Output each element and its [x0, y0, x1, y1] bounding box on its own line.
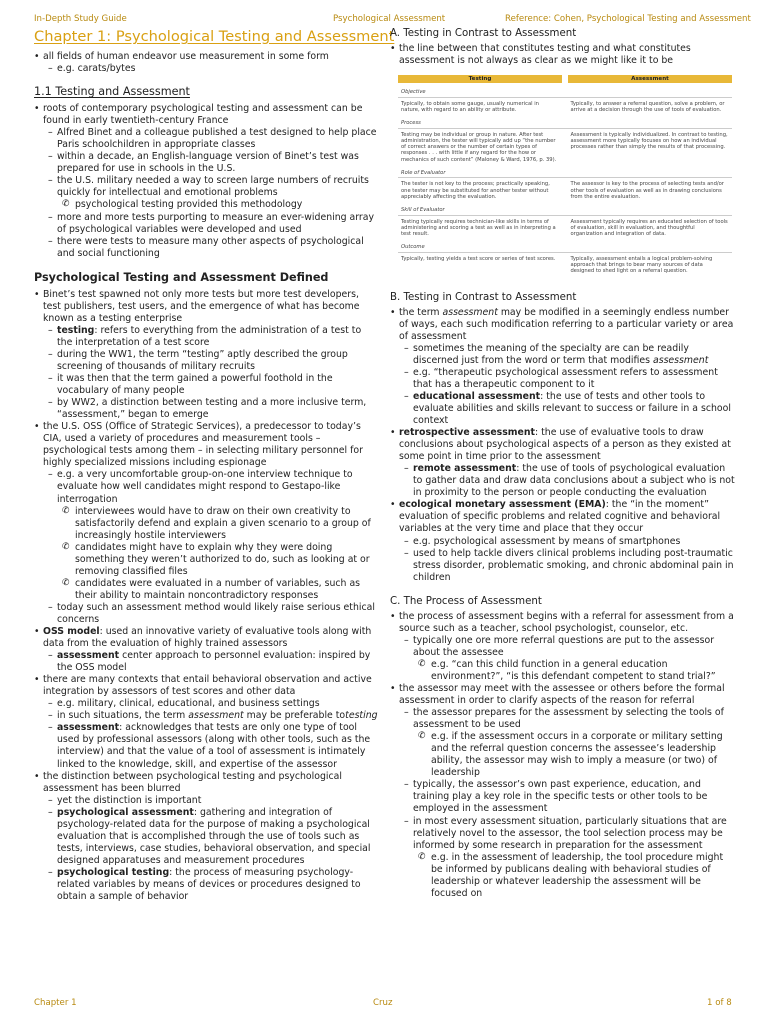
- term-psychological-assessment: psychological assessment: [57, 806, 194, 818]
- row-label: Skill of Evaluator: [398, 205, 732, 215]
- list-item: [34, 722, 378, 770]
- right-column: [390, 28, 736, 900]
- emphasis: assessment: [652, 354, 709, 366]
- section-title-defined: Psychological Testing and Assessment Defined: [34, 270, 329, 284]
- list-item: – the U.S. military needed a way to screen large numbers of recruits quickly for intellectual and emotional problems: [34, 175, 378, 199]
- list-item: – the assessor prepares for the assessment by selecting the tools of assessment to be used: [390, 707, 736, 731]
- section-b-list: [390, 307, 736, 584]
- text: may be modified in a seemingly endless number of ways, each such modification referring to a particular variety or area of assessment: [399, 306, 734, 342]
- term-remote-assessment: remote assessment: [413, 463, 517, 475]
- list-item: – there were tests to measure many other aspects of psychological and social functioning: [34, 236, 378, 260]
- definition-text: center approach to personnel evaluation: inspired by the OSS model: [57, 650, 371, 674]
- emphasis: assessment: [442, 306, 498, 318]
- list-item: [34, 325, 378, 349]
- term-ema: ecological monetary assessment (EMA): [399, 499, 606, 511]
- term-oss-model: OSS model: [43, 626, 100, 638]
- list-item: [390, 499, 736, 535]
- list-item: ✆ e.g. if the assessment occurs in a corporate or military setting and the referral question concerns the assessee’s leadership ability, the assessor may wish to imply a measure (or two) of leadership: [390, 731, 736, 779]
- text: the term: [399, 306, 443, 318]
- list-item: – it was then that the term gained a powerful foothold in the vocabulary of many people: [34, 373, 378, 397]
- section-title-a: A. Testing in Contrast to Assessment: [390, 28, 577, 39]
- text: in such situations, the term: [57, 710, 189, 722]
- column-header-assessment: Assessment: [568, 75, 732, 83]
- table-cell: The tester is not key to the process; practically speaking, one tester may be substituted for another tester without appreciably affecting the evaluation.: [401, 181, 550, 200]
- list-item: – more and more tests purporting to measure an ever-widening array of psychological variables were developed and used: [34, 212, 378, 236]
- list-item: ✆ interviewees would have to draw on their own creativity to satisfactorily defend and explain a given scenario to a group of increasingly hostile interviewers: [34, 506, 378, 542]
- list-item: [390, 391, 736, 427]
- list-item: • the line between that constitutes testing and what constitutes assessment is not always as clear as we might like it to be: [390, 43, 736, 67]
- testing-vs-assessment-table: [398, 75, 732, 280]
- list-item: ✆ e.g. in the assessment of leadership, the tool procedure might be informed by publicans dealing with behavioral studies of leadership or whatever leadership the assessment will be focused on: [390, 852, 736, 900]
- definition-text: : the use of evaluative tools to draw conclusions about psychological aspects of a person as they existed at some point in time prior to the assessment: [399, 427, 731, 463]
- table-cell: Typically, to answer a referral question, solve a problem, or arrive at a decision through the use of tools of evaluation.: [570, 100, 725, 113]
- emphasis: assessment: [188, 710, 244, 722]
- list-item: – e.g. “therapeutic psychological assessment refers to assessment that has a therapeutic component to it: [390, 367, 736, 391]
- table-cell: Typically, assessment entails a logical problem-solving approach that brings to bear many sources of data designed to shed light on a referral question.: [570, 255, 713, 275]
- term-educational-assessment: educational assessment: [413, 390, 541, 402]
- table-row: [398, 242, 732, 279]
- list-item: [390, 463, 736, 499]
- section-1-list: [34, 103, 378, 260]
- list-item: – e.g. a very uncomfortable group-on-one interview technique to evaluate how well candidates might respond to Gestapo-like interrogation: [34, 469, 378, 505]
- intro-list: [34, 51, 378, 75]
- table-cell: Testing typically requires technician-like skills in terms of administering and scoring a test as well as in interpreting a test result.: [401, 218, 556, 238]
- list-item: [34, 807, 378, 867]
- list-item: – during the WW1, the term “testing” aptly described the group screening of thousands of military recruits: [34, 349, 378, 373]
- term-testing: testing: [57, 324, 95, 336]
- text: may be preferable to: [243, 710, 346, 722]
- row-label: Role of Evaluator: [398, 168, 732, 178]
- definition-text: : the use of tests and other tools to evaluate abilities and skills relevant to success or failure in a school context: [413, 390, 731, 427]
- text: sometimes the meaning of the specialty are can be readily discerned just from the word or term that modifies: [413, 342, 689, 366]
- section-title-c: C. The Process of Assessment: [390, 595, 542, 607]
- definition-text: : the use of tools of psychological evaluation to gather data and draw data conclusions about a subject who is not in proximity to the person or people conducting the evaluation: [413, 463, 735, 499]
- left-column: [34, 28, 395, 903]
- section-a-list: [390, 43, 736, 67]
- list-item: [390, 427, 736, 463]
- definition-text: : refers to everything from the administration of a test to the interpretation of a test score: [57, 324, 362, 348]
- list-item: [34, 650, 378, 674]
- list-item: – in most every assessment situation, particularly situations that are relatively novel to the assessor, the tool selection process may be informed by some research in preparation for the assessment: [390, 816, 736, 852]
- term-assessment: assessment: [57, 722, 120, 734]
- list-item: • the assessor may meet with the assessee or others before the formal assessment in order to clarify aspects of the reason for referral: [390, 683, 736, 707]
- list-item: ✆ candidates might have to explain why they were doing something they weren’t authorized to do, such as looking at or removing classified files: [34, 542, 378, 578]
- section-c-list: [390, 611, 736, 900]
- table-header: [398, 75, 732, 83]
- list-item: – used to help tackle divers clinical problems including post-traumatic stress disorder, problematic smoking, and chronic abdominal pain in children: [390, 548, 736, 584]
- list-item: [34, 710, 378, 722]
- table-row: [398, 87, 732, 118]
- column-header-testing: Testing: [398, 75, 562, 83]
- list-item: – Alfred Binet and a colleague published a test designed to help place Paris schoolchildren in appropriate classes: [34, 127, 378, 151]
- list-item: – typically, the assessor’s own past experience, education, and training play a key role in the specific tests or other tools to be employed in the assessment: [390, 779, 736, 815]
- list-item: – by WW2, a distinction between testing and a more inclusive term, “assessment,” began to emerge: [34, 397, 378, 421]
- list-item: • there are many contexts that entail behavioral observation and active integration by assessors of test scores and other data: [34, 674, 378, 698]
- list-item: [390, 343, 736, 367]
- row-label: Outcome: [398, 242, 732, 252]
- list-item: – yet the distinction is important: [34, 795, 378, 807]
- list-item: ✆ candidates were evaluated in a number of variables, such as their ability to maintain noncontradictory responses: [34, 578, 378, 602]
- header-study-guide: In-Depth Study Guide: [34, 14, 127, 24]
- list-item: – e.g. military, clinical, educational, and business settings: [34, 698, 378, 710]
- definition-text: : gathering and integration of psychology-related data for the purpose of making a psychological evaluation that is accomplished through the use of tools such as tests, interviews, case studies, behavioral observation, and special designed apparatuses and measurement procedures: [57, 806, 371, 866]
- list-item: – within a decade, an English-language version of Binet’s test was prepared for use in schools in the U.S.: [34, 151, 378, 175]
- definition-text: : acknowledges that tests are only one type of tool used by professional assessors (along with other tools, such as the interview) and that the value of a tool of assessment is intimately linked to the knowledge, skill, and expertise of the assessor: [57, 722, 371, 770]
- table-cell: Assessment is typically individualized. In contrast to testing, assessment more typically focuses on how an individual processes rather than simply the results of that processing.: [570, 131, 728, 151]
- header-subject: Psychological Assessment: [333, 14, 446, 24]
- list-item: – today such an assessment method would likely raise serious ethical concerns: [34, 602, 378, 626]
- list-item: – e.g. carats/bytes: [34, 63, 378, 75]
- row-label: Process: [398, 118, 732, 128]
- list-item: [34, 626, 378, 650]
- list-item: [34, 867, 378, 903]
- list-item: ✆ e.g. “can this child function in a general education environment?”, “is this defendant competent to stand trial?”: [390, 659, 736, 683]
- term-retrospective-assessment: retrospective assessment: [399, 427, 535, 439]
- list-item: ✆ psychological testing provided this methodology: [34, 199, 378, 211]
- table-row: [398, 205, 732, 242]
- section-title-testing-and-assessment: 1.1 Testing and Assessment: [34, 85, 190, 99]
- definition-text: : used an innovative variety of evaluative tools along with data from the evaluation of highly trained assessors: [43, 626, 372, 650]
- emphasis: testing: [345, 710, 378, 722]
- table-row: [398, 118, 732, 168]
- list-item: • all fields of human endeavor use measurement in some form: [34, 51, 378, 63]
- section-2-list: [34, 289, 378, 903]
- term-assessment-center: assessment: [57, 650, 120, 662]
- definition-text: : the process of measuring psychology-related variables by means of devices or procedures designed to obtain a sample of behavior: [57, 866, 361, 903]
- table-cell: Assessment typically requires an educated selection of tools of evaluation, skill in evaluation, and thoughtful organization and integration of data.: [570, 218, 728, 238]
- row-label: Objective: [398, 87, 732, 97]
- table-cell: The assessor is key to the process of selecting tests and/or other tools of evaluation as well as in drawing conclusions from the entire evaluation.: [570, 181, 724, 200]
- table-cell: Typically, to obtain some gauge, usually numerical in nature, with regard to an ability or attribute.: [401, 100, 539, 113]
- definition-text: : the “in the moment” evaluation of specific problems and related cognitive and behavioral variables at the very time and place that they occur: [399, 499, 721, 535]
- list-item: • the process of assessment begins with a referral for assessment from a source such as a teacher, school psychologist, counselor, etc.: [390, 611, 736, 635]
- header-reference: Reference: Cohen, Psychological Testing and Assessment: [505, 14, 751, 24]
- list-item: [390, 307, 736, 343]
- footer-chapter: Chapter 1: [34, 998, 77, 1008]
- list-item: – e.g. psychological assessment by means of smartphones: [390, 536, 736, 548]
- term-psychological-testing: psychological testing: [57, 866, 170, 878]
- table-cell: Typically, testing yields a test score or series of test scores.: [401, 255, 556, 262]
- chapter-title: Chapter 1: Psychological Testing and Assessment: [34, 28, 395, 45]
- list-item: • Binet’s test spawned not only more tests but more test developers, test publishers, test users, and the emergence of what has become known as a testing enterprise: [34, 289, 378, 325]
- list-item: – typically one ore more referral questions are put to the assessor about the assessee: [390, 635, 736, 659]
- section-title-b: B. Testing in Contrast to Assessment: [390, 291, 577, 303]
- list-item: • the distinction between psychological testing and psychological assessment has been blurred: [34, 771, 378, 795]
- list-item: • the U.S. OSS (Office of Strategic Services), a predecessor to today’s CIA, used a variety of procedures and measurement tools – psychological tests among them – in selecting military personnel for highly specialized missions including espionage: [34, 421, 378, 469]
- table-cell: Testing may be individual or group in nature. After test administration, the tester will typically add up “the number of correct answers or the number of certain types of responses . . . with little if any regard for the how or mechanics of such content” (Maloney & Ward, 1976, p. 39).: [401, 131, 557, 163]
- table-row: [398, 168, 732, 205]
- footer-author: Cruz: [373, 998, 393, 1008]
- list-item: • roots of contemporary psychological testing and assessment can be found in early twentieth-century France: [34, 103, 378, 127]
- footer-page-number: 1 of 8: [707, 998, 732, 1008]
